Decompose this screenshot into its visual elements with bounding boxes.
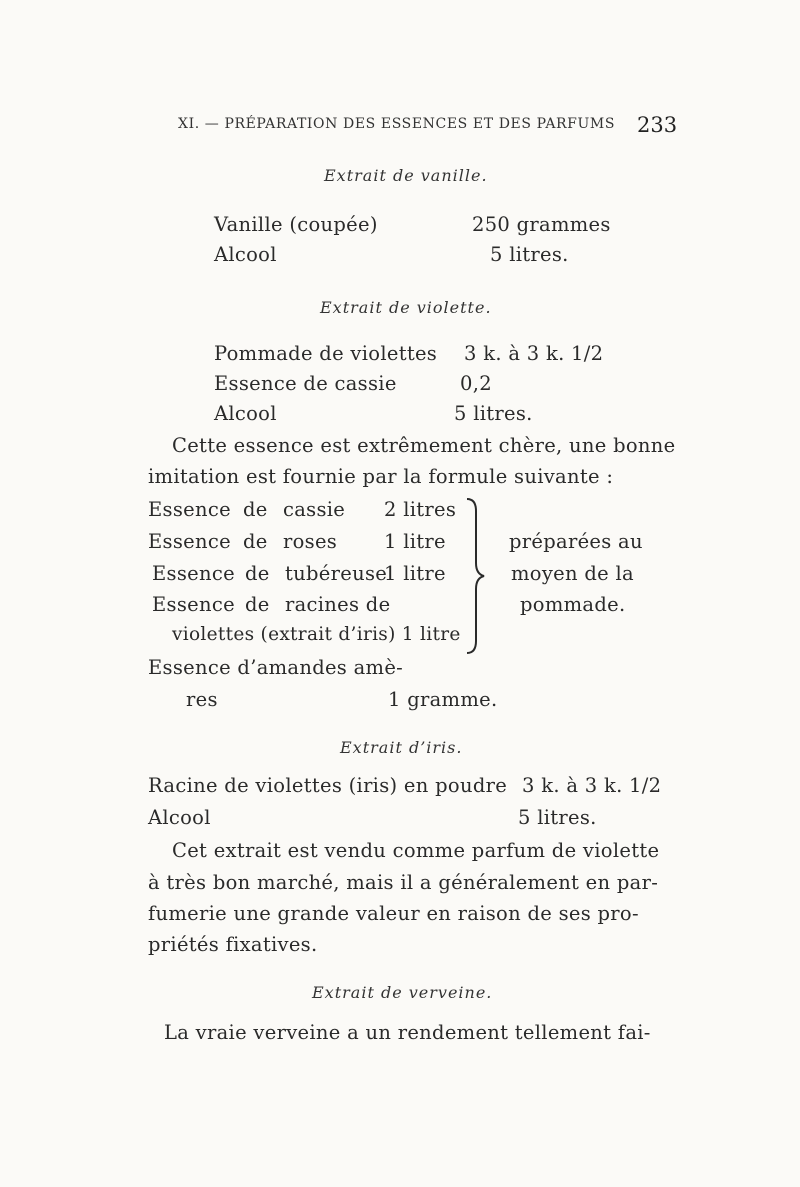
ingredient-name: Alcool [214, 402, 277, 425]
paragraph-line: Cette essence est extrêmement chère, une bonne [172, 434, 676, 457]
paragraph-line: imitation est fournie par la formule suivante : [148, 465, 614, 488]
formula-line: res [186, 688, 218, 711]
formula-qty: 2 litres [384, 498, 457, 521]
formula-word: de [243, 530, 268, 553]
formula-word: Essence [148, 530, 231, 553]
paragraph-line: fumerie une grande valeur en raison de ses pro- [148, 902, 639, 925]
formula-word: tubéreuse [285, 562, 388, 585]
formula-word: Essence [148, 498, 231, 521]
formula-word: Essence [152, 593, 235, 616]
running-title: XI. — PRÉPARATION DES ESSENCES ET DES PARFUMS [178, 116, 616, 132]
ingredient-name: Vanille (coupée) [214, 213, 378, 236]
ingredient-name: Pommade de violettes [214, 342, 438, 365]
heading-violette: Extrait de violette. [320, 298, 492, 317]
brace-note-line: pommade. [520, 593, 626, 616]
ingredient-qty: 250 grammes [472, 213, 611, 236]
right-brace [464, 497, 486, 655]
formula-line: Essence d’amandes amè- [148, 656, 404, 679]
paragraph-line: Cet extrait est vendu comme parfum de violette [172, 839, 660, 862]
formula-word: de [243, 498, 268, 521]
paragraph-line: La vraie verveine a un rendement tellement fai- [164, 1021, 651, 1044]
brace-note-line: moyen de la [511, 562, 634, 585]
ingredient-name: Alcool [148, 806, 211, 829]
ingredient-name: Alcool [214, 243, 277, 266]
heading-verveine: Extrait de verveine. [312, 983, 493, 1002]
formula-word: de [245, 593, 270, 616]
ingredient-name: Essence de cassie [214, 372, 397, 395]
paragraph-line: priétés fixatives. [148, 933, 318, 956]
formula-word: de [245, 562, 270, 585]
formula-qty: 1 litre [384, 562, 446, 585]
formula-qty: 1 litre [384, 530, 446, 553]
page-number: 233 [637, 113, 678, 137]
paragraph-line: à très bon marché, mais il a généralement en par- [148, 871, 659, 894]
ingredient-qty: 3 k. à 3 k. 1/2 [522, 774, 662, 797]
ingredient-qty: 5 litres. [518, 806, 597, 829]
ingredient-name: Racine de violettes (iris) en poudre [148, 774, 508, 797]
ingredient-qty: 5 litres. [490, 243, 569, 266]
formula-word: roses [283, 530, 338, 553]
heading-vanille: Extrait de vanille. [324, 166, 488, 185]
formula-line: violettes (extrait d’iris) 1 litre [172, 624, 461, 645]
formula-qty: 1 gramme. [388, 688, 498, 711]
ingredient-qty: 3 k. à 3 k. 1/2 [464, 342, 604, 365]
ingredient-qty: 5 litres. [454, 402, 533, 425]
formula-word: Essence [152, 562, 235, 585]
formula-word: racines de [285, 593, 391, 616]
brace-note-line: préparées au [509, 530, 643, 553]
formula-word: cassie [283, 498, 346, 521]
heading-iris: Extrait d’iris. [340, 738, 463, 757]
ingredient-qty: 0,2 [460, 372, 492, 395]
